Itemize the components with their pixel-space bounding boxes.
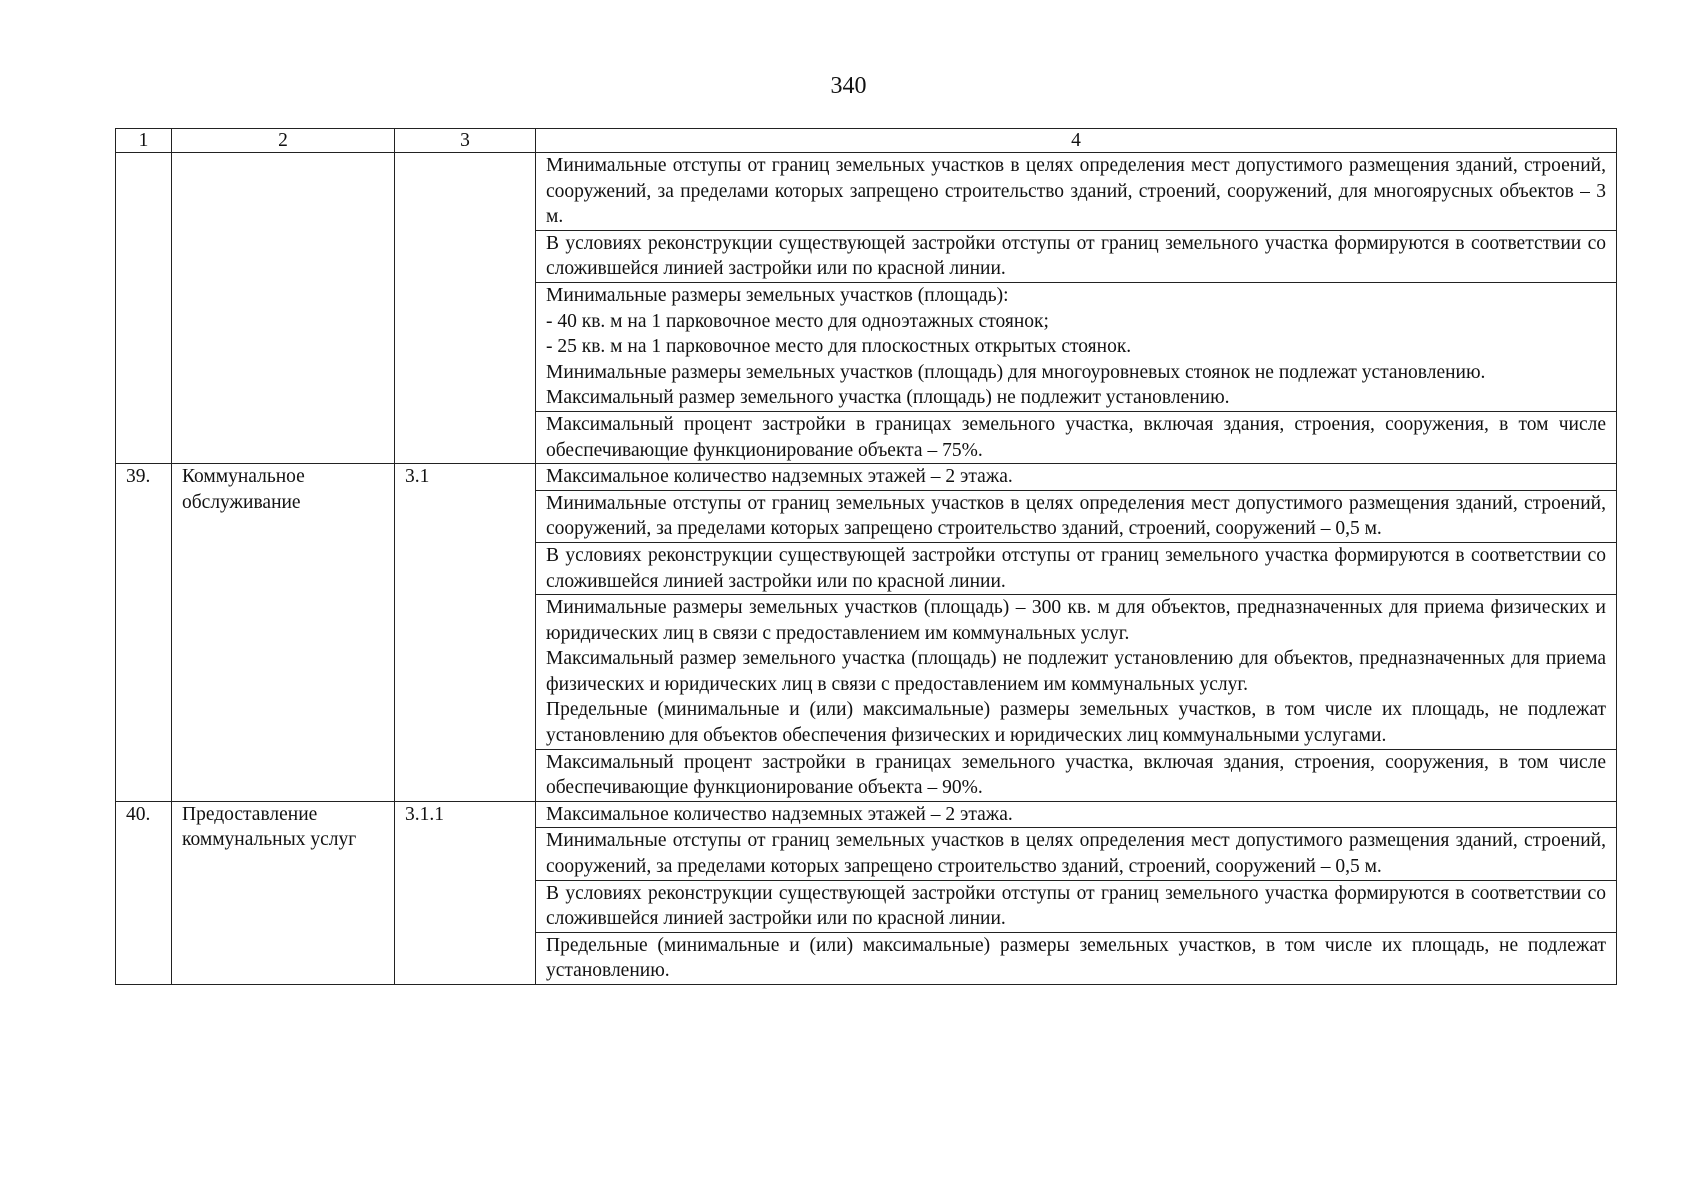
- parameter-text: - 25 кв. м на 1 парковочное место для плоскостных открытых стоянок.: [546, 336, 1132, 358]
- code-cell: 3.1: [395, 464, 536, 802]
- parameter-text: Максимальный размер земельного участка (площадь) не подлежит установлению для объектов, предназначенных для приема физических и юридических лиц в связи с предоставлением им коммунальных услуг.: [546, 648, 1606, 695]
- parameter-text: Предельные (минимальные и (или) максимальные) размеры земельных участков, в том числе их площадь, не подлежат установлению.: [546, 934, 1606, 982]
- parameter-cell: [536, 411, 1617, 463]
- parameter-text: Минимальные отступы от границ земельных участков в целях определения мест допустимого размещения зданий, строений, сооружений, за пределами которых запрещено строительство зданий, строений, сооружений – 0,5 м.: [546, 492, 1606, 540]
- parameter-text: Максимальный процент застройки в границах земельного участка, включая здания, строения, сооружения, в том числе обеспечивающие функционирование объекта – 75%.: [546, 413, 1606, 461]
- parameter-cell: [536, 749, 1617, 801]
- page-number: 340: [830, 73, 867, 99]
- table-row: [116, 153, 1617, 231]
- header-col-2: 2: [172, 129, 395, 153]
- parameter-cell: [536, 542, 1617, 594]
- parameter-text: Предельные (минимальные и (или) максимальные) размеры земельных участков, в том числе их площадь, не подлежат установлению для объектов обеспечения физических и юридических лиц коммунальными услугами.: [546, 699, 1606, 747]
- parameter-cell: [536, 230, 1617, 282]
- number-cell: 40.: [116, 801, 172, 984]
- name-cell: Предоставление коммунальных услуг: [172, 801, 395, 984]
- code-cell: 3.1.1: [395, 801, 536, 984]
- parameter-cell: [536, 828, 1617, 880]
- table-header-row: [116, 129, 1617, 153]
- number-cell: [116, 153, 172, 464]
- name-cell: Коммунальное обслуживание: [172, 464, 395, 802]
- regulations-table: [115, 128, 1617, 985]
- name-cell: [172, 153, 395, 464]
- parameter-text: - 40 кв. м на 1 парковочное место для одноэтажных стоянок;: [546, 310, 1049, 332]
- parameter-text: В условиях реконструкции существующей застройки отступы от границ земельного участка формируются в соответствии со сложившейся линией застройки или по красной линии.: [546, 882, 1606, 930]
- parameter-text: Минимальные размеры земельных участков (площадь) для многоуровневых стоянок не подлежат установлению.: [546, 361, 1486, 383]
- parameter-text: Минимальные размеры земельных участков (площадь):: [546, 284, 1009, 306]
- table-row: [116, 801, 1617, 828]
- parameter-text: В условиях реконструкции существующей застройки отступы от границ земельного участка формируются в соответствии со сложившейся линией застройки или по красной линии.: [546, 232, 1606, 280]
- parameter-cell: [536, 153, 1617, 231]
- number-cell: 39.: [116, 464, 172, 802]
- parameter-text: Максимальный размер земельного участка (площадь) не подлежит установлению.: [546, 387, 1230, 409]
- parameter-text: Максимальный процент застройки в границах земельного участка, включая здания, строения, сооружения, в том числе обеспечивающие функционирование объекта – 90%.: [546, 751, 1606, 799]
- parameter-text: Минимальные отступы от границ земельных участков в целях определения мест допустимого размещения зданий, строений, сооружений, за пределами которых запрещено строительство зданий, строений, сооружений – 0,5 м.: [546, 830, 1606, 878]
- parameter-text: Минимальные отступы от границ земельных участков в целях определения мест допустимого размещения зданий, строений, сооружений, за пределами которых запрещено строительство зданий, строений, сооружений, для многоярусных объектов – 3 м.: [546, 155, 1606, 228]
- parameter-text: В условиях реконструкции существующей застройки отступы от границ земельного участка формируются в соответствии со сложившейся линией застройки или по красной линии.: [546, 544, 1606, 592]
- parameter-text: Максимальное количество надземных этажей – 2 этажа.: [546, 803, 1013, 825]
- parameter-cell: [536, 595, 1617, 750]
- parameter-cell: [536, 490, 1617, 542]
- parameter-cell: [536, 464, 1617, 491]
- code-cell: [395, 153, 536, 464]
- header-col-1: 1: [116, 129, 172, 153]
- header-col-4: 4: [536, 129, 1617, 153]
- table-row: [116, 464, 1617, 491]
- parameter-text: Максимальное количество надземных этажей – 2 этажа.: [546, 466, 1013, 488]
- parameter-cell: [536, 801, 1617, 828]
- header-col-3: 3: [395, 129, 536, 153]
- parameter-text: Минимальные размеры земельных участков (площадь) – 300 кв. м для объектов, предназначенных для приема физических и юридических лиц в связи с предоставлением им коммунальных услуг.: [546, 597, 1606, 644]
- parameter-cell: [536, 282, 1617, 411]
- parameter-cell: [536, 880, 1617, 932]
- parameter-cell: [536, 932, 1617, 984]
